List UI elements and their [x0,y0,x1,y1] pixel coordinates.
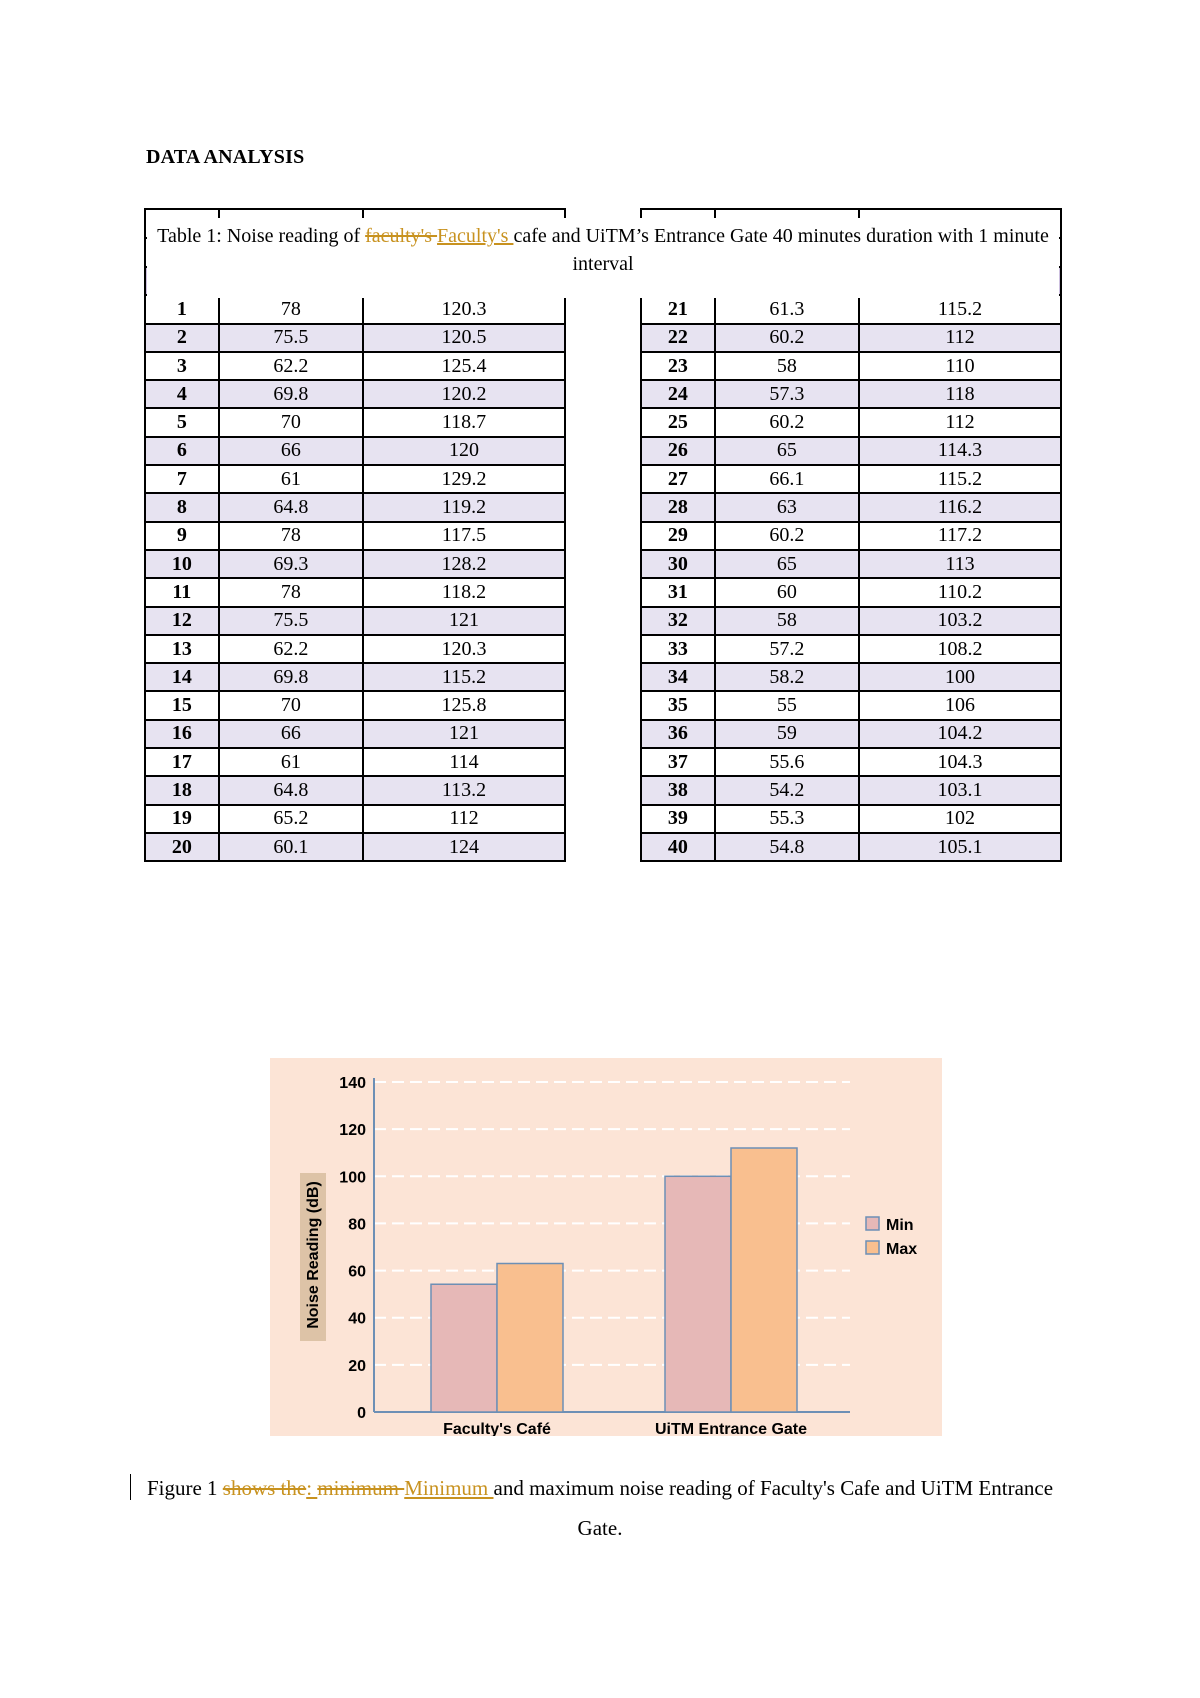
gate-value-cell: 102 [859,805,1061,833]
table-row [641,324,1061,352]
table-row [145,324,565,352]
gate-value-cell: 118 [859,380,1061,408]
cafe-value-cell: 59 [715,720,859,748]
cafe-value-cell: 65.2 [219,805,363,833]
row-index-cell: 17 [145,748,219,776]
chart-background [270,1058,942,1436]
row-index-cell: 29 [641,522,715,550]
legend-swatch-max [866,1241,879,1254]
gate-value-cell: 121 [363,607,565,635]
table-row [641,776,1061,804]
legend-swatch-min [866,1217,879,1230]
table-row [641,408,1061,436]
row-index-cell: 6 [145,437,219,465]
gate-value-cell: 113.2 [363,776,565,804]
row-index-cell: 8 [145,493,219,521]
bar-min [431,1284,497,1412]
table-row [145,437,565,465]
table-row [641,805,1061,833]
row-index-cell: 14 [145,663,219,691]
row-index-cell: 9 [145,522,219,550]
gate-value-cell: 119.2 [363,493,565,521]
gate-value-cell: 106 [859,691,1061,719]
gate-value-cell: 113 [859,550,1061,578]
cafe-value-cell: 66 [219,437,363,465]
cafe-value-cell: 78 [219,522,363,550]
row-index-cell: 30 [641,550,715,578]
row-index-cell: 23 [641,352,715,380]
gate-value-cell: 121 [363,720,565,748]
row-index-cell: 31 [641,578,715,606]
table-row [145,550,565,578]
table-row [145,578,565,606]
table-row [145,493,565,521]
cafe-value-cell: 57.2 [715,635,859,663]
row-index-cell: 34 [641,663,715,691]
gate-value-cell: 118.2 [363,578,565,606]
table-caption [147,218,1059,298]
table-row [641,691,1061,719]
table-row [641,295,1061,323]
table-row [145,380,565,408]
gate-value-cell: 120.5 [363,324,565,352]
row-index-cell: 13 [145,635,219,663]
y-tick-label: 60 [348,1263,366,1281]
cafe-value-cell: 60.2 [715,522,859,550]
y-tick-label: 20 [348,1357,366,1375]
figure-caption [130,1468,1070,1548]
table-row [145,352,565,380]
row-index-cell: 39 [641,805,715,833]
y-tick-label: 0 [357,1405,366,1422]
table-row [641,833,1061,861]
caption-inserted-text: Faculty's [437,225,514,247]
cafe-value-cell: 69.3 [219,550,363,578]
cafe-value-cell: 61 [219,465,363,493]
noise-bar-chart [270,1058,942,1436]
gate-value-cell: 110 [859,352,1061,380]
table-row [641,663,1061,691]
table-row [145,805,565,833]
cafe-value-cell: 66.1 [715,465,859,493]
caption-prefix: Table 1: Noise reading of [157,225,366,247]
row-index-cell: 24 [641,380,715,408]
legend-label-max: Max [886,1241,918,1258]
table-row [641,720,1061,748]
table-row [641,550,1061,578]
cafe-value-cell: 70 [219,691,363,719]
table-row [641,352,1061,380]
row-index-cell: 4 [145,380,219,408]
table-row [145,748,565,776]
row-index-cell: 22 [641,324,715,352]
row-index-cell: 11 [145,578,219,606]
gate-value-cell: 105.1 [859,833,1061,861]
cafe-value-cell: 63 [715,493,859,521]
cafe-value-cell: 60.2 [715,324,859,352]
noise-table-right [640,208,1062,862]
cafe-value-cell: 75.5 [219,324,363,352]
cafe-value-cell: 61.3 [715,295,859,323]
table-row [145,691,565,719]
gate-value-cell: 112 [363,805,565,833]
gate-value-cell: 117.5 [363,522,565,550]
cafe-value-cell: 75.5 [219,607,363,635]
table-row [641,493,1061,521]
legend-label-min: Min [886,1217,914,1234]
row-index-cell: 27 [641,465,715,493]
table-row [641,465,1061,493]
cafe-value-cell: 58 [715,607,859,635]
gate-value-cell: 117.2 [859,522,1061,550]
y-tick-label: 100 [339,1169,366,1187]
gate-value-cell: 115.2 [363,663,565,691]
cafe-value-cell: 64.8 [219,493,363,521]
gate-value-cell: 129.2 [363,465,565,493]
row-index-cell: 40 [641,833,715,861]
gate-value-cell: 120.3 [363,295,565,323]
gate-value-cell: 108.2 [859,635,1061,663]
cafe-value-cell: 60 [715,578,859,606]
cafe-value-cell: 54.8 [715,833,859,861]
figcap-deleted-2: minimum [317,1476,405,1500]
cafe-value-cell: 61 [219,748,363,776]
bar-min [665,1176,731,1412]
cafe-value-cell: 58 [715,352,859,380]
row-index-cell: 15 [145,691,219,719]
row-index-cell: 12 [145,607,219,635]
row-index-cell: 25 [641,408,715,436]
row-index-cell: 38 [641,776,715,804]
table-row [145,607,565,635]
gate-value-cell: 115.2 [859,295,1061,323]
gate-value-cell: 125.4 [363,352,565,380]
row-index-cell: 37 [641,748,715,776]
gate-value-cell: 120.2 [363,380,565,408]
gate-value-cell: 116.2 [859,493,1061,521]
table-row [641,635,1061,663]
gate-value-cell: 100 [859,663,1061,691]
gate-value-cell: 103.1 [859,776,1061,804]
table-row [145,776,565,804]
table-row [145,663,565,691]
figcap-suffix: and maximum noise reading of Faculty's Cafe and UiTM Entrance Gate. [493,1476,1054,1540]
gate-value-cell: 114 [363,748,565,776]
table-row [145,522,565,550]
cafe-value-cell: 69.8 [219,380,363,408]
row-index-cell: 33 [641,635,715,663]
y-tick-label: 140 [339,1075,366,1092]
section-heading: DATA ANALYSIS [146,146,305,168]
table-row [641,748,1061,776]
row-index-cell: 5 [145,408,219,436]
cafe-value-cell: 62.2 [219,352,363,380]
x-category-label: UiTM Entrance Gate [654,1421,808,1436]
row-index-cell: 19 [145,805,219,833]
gate-value-cell: 120.3 [363,635,565,663]
row-index-cell: 7 [145,465,219,493]
row-index-cell: 26 [641,437,715,465]
gate-value-cell: 115.2 [859,465,1061,493]
y-tick-label: 40 [348,1310,366,1328]
gate-value-cell: 118.7 [363,408,565,436]
gate-value-cell: 124 [363,833,565,861]
cafe-value-cell: 60.1 [219,833,363,861]
cafe-value-cell: 64.8 [219,776,363,804]
table-row [641,437,1061,465]
figcap-inserted-1: : [306,1476,318,1500]
y-tick-label: 80 [348,1216,366,1234]
table-row [145,408,565,436]
bar-max [497,1264,563,1413]
cafe-value-cell: 60.2 [715,408,859,436]
cafe-value-cell: 57.3 [715,380,859,408]
table-row [641,578,1061,606]
row-index-cell: 18 [145,776,219,804]
row-index-cell: 32 [641,607,715,635]
cafe-value-cell: 65 [715,550,859,578]
bar-max [731,1148,797,1412]
cafe-value-cell: 58.2 [715,663,859,691]
cafe-value-cell: 55.6 [715,748,859,776]
row-index-cell: 28 [641,493,715,521]
cafe-value-cell: 69.8 [219,663,363,691]
table-row [145,635,565,663]
caption-deleted-text: faculty's [365,225,438,247]
cafe-value-cell: 66 [219,720,363,748]
table-row [641,380,1061,408]
row-index-cell: 10 [145,550,219,578]
cafe-value-cell: 62.2 [219,635,363,663]
cafe-value-cell: 78 [219,578,363,606]
gate-value-cell: 112 [859,324,1061,352]
table-row [641,522,1061,550]
row-index-cell: 35 [641,691,715,719]
row-index-cell: 1 [145,295,219,323]
figcap-inserted-2: Minimum [404,1476,494,1500]
row-index-cell: 21 [641,295,715,323]
cafe-value-cell: 70 [219,408,363,436]
row-index-cell: 36 [641,720,715,748]
figcap-deleted-1: shows the [222,1476,307,1500]
gate-value-cell: 104.3 [859,748,1061,776]
table-row [145,295,565,323]
x-category-label: Faculty's Café [443,1421,551,1436]
row-index-cell: 2 [145,324,219,352]
row-index-cell: 20 [145,833,219,861]
gate-value-cell: 125.8 [363,691,565,719]
cafe-value-cell: 54.2 [715,776,859,804]
cafe-value-cell: 55.3 [715,805,859,833]
row-index-cell: 16 [145,720,219,748]
cafe-value-cell: 78 [219,295,363,323]
table-row [145,465,565,493]
cafe-value-cell: 55 [715,691,859,719]
y-axis-label: Noise Reading (dB) [305,1181,323,1329]
gate-value-cell: 112 [859,408,1061,436]
change-bar-marker [130,1474,131,1500]
gate-value-cell: 114.3 [859,437,1061,465]
table-row [145,833,565,861]
table-row [145,720,565,748]
gate-value-cell: 104.2 [859,720,1061,748]
y-tick-label: 120 [339,1122,366,1140]
gate-value-cell: 110.2 [859,578,1061,606]
figcap-prefix: Figure 1 [146,1476,223,1500]
gate-value-cell: 128.2 [363,550,565,578]
gate-value-cell: 103.2 [859,607,1061,635]
row-index-cell: 3 [145,352,219,380]
caption-suffix: cafe and UiTM’s Entrance Gate 40 minutes duration with 1 minute interval [513,225,1049,275]
table-row [641,607,1061,635]
noise-table-left [144,208,566,862]
cafe-value-cell: 65 [715,437,859,465]
gate-value-cell: 120 [363,437,565,465]
